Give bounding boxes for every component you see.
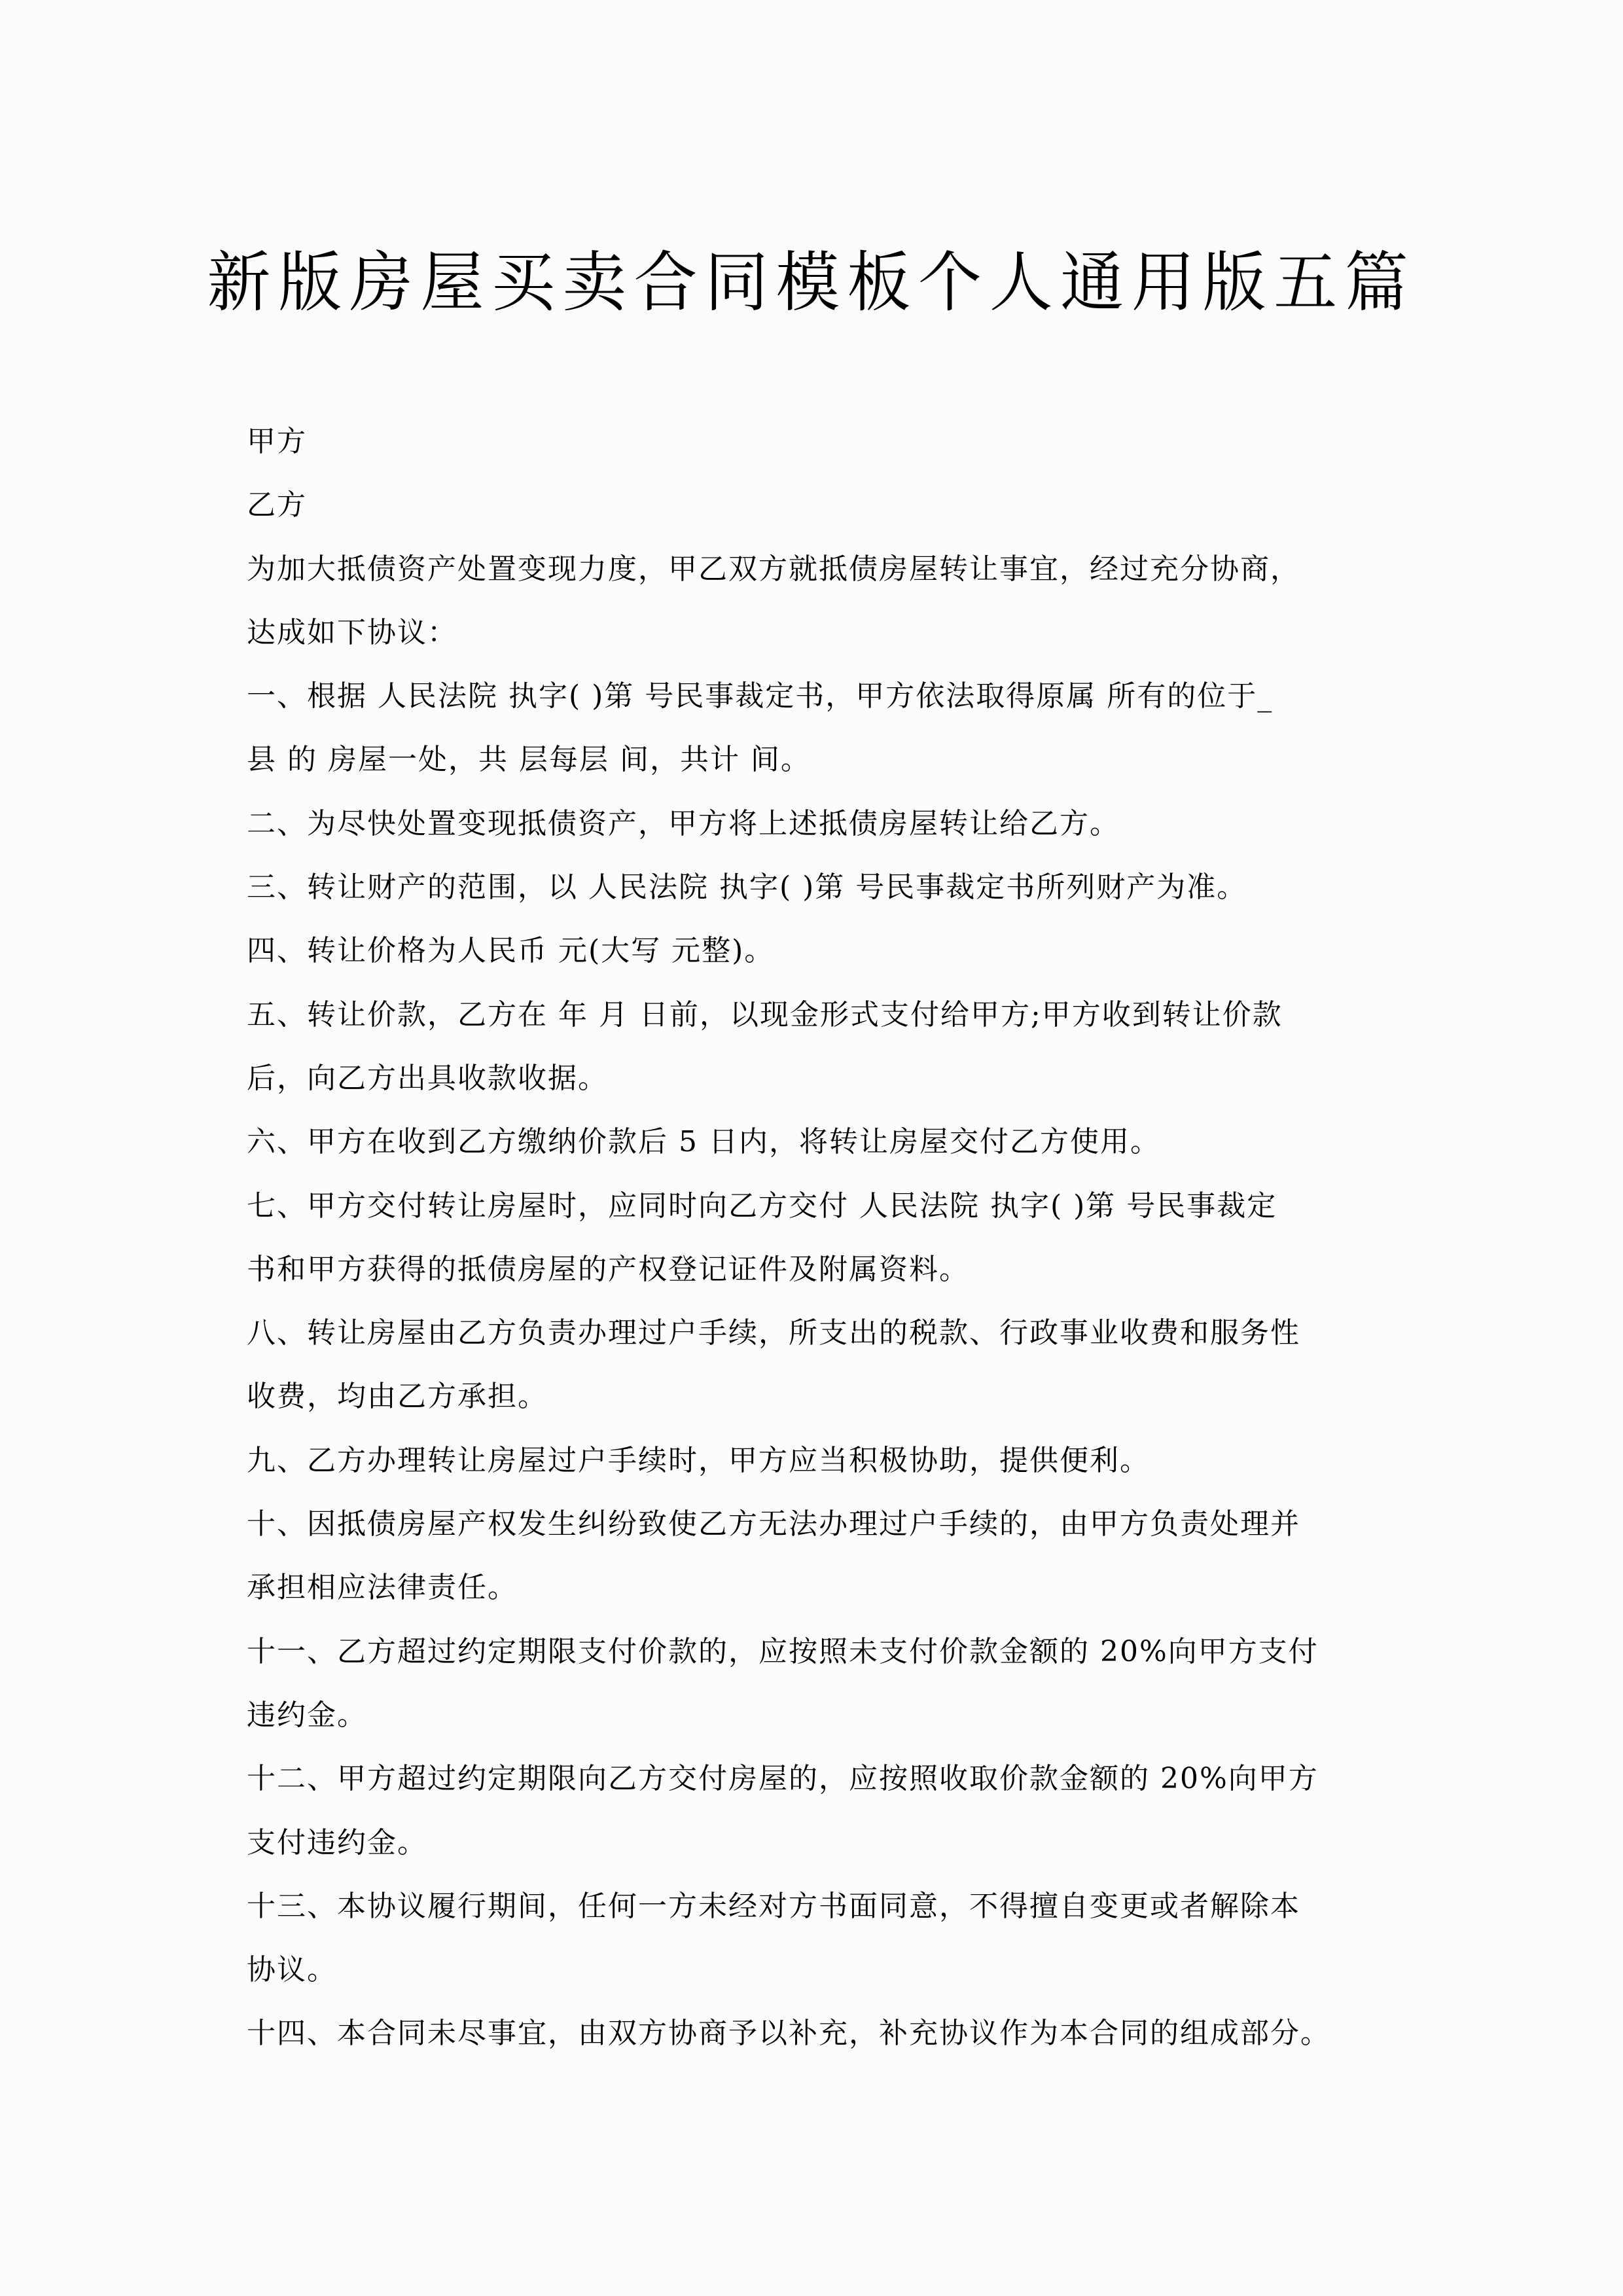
clause-10-line: 承担相应法律责任。 [247, 1571, 518, 1605]
clause-6-line: 六、甲方在收到乙方缴纳价款后 5 日内，将转让房屋交付乙方使用。 [247, 1125, 1160, 1159]
clause-5-line: 五、转让价款，乙方在 年 月 日前，以现金形式支付给甲方;甲方收到转让价款 [247, 997, 1283, 1031]
clause-12-line: 十二、甲方超过约定期限向乙方交付房屋的，应按照收取价款金额的 20%向甲方 [247, 1762, 1319, 1796]
clause-13-line: 协议。 [247, 1953, 337, 1987]
clause-11-line: 十一、乙方超过约定期限支付价款的，应按照未支付价款金额的 20%向甲方支付 [247, 1634, 1319, 1668]
clause-11-line: 违约金。 [247, 1698, 367, 1732]
party-b-line: 乙方 [247, 488, 307, 522]
clause-13-line: 十三、本协议履行期间，任何一方未经对方书面同意，不得擅自变更或者解除本 [247, 1889, 1300, 1923]
clause-1-line: 县 的 房屋一处，共 层每层 间，共计 间。 [247, 743, 811, 777]
clause-8-line: 八、转让房屋由乙方负责办理过户手续，所支出的税款、行政事业收费和服务性 [247, 1316, 1300, 1350]
clause-14-line: 十四、本合同未尽事宜，由双方协商予以补充，补充协议作为本合同的组成部分。 [247, 2017, 1330, 2051]
clause-10-line: 十、因抵债房屋产权发生纠纷致使乙方无法办理过户手续的，由甲方负责处理并 [247, 1507, 1300, 1541]
clause-5-line: 后，向乙方出具收款收据。 [247, 1061, 608, 1095]
document-title: 新版房屋买卖合同模板个人通用版五篇 [207, 244, 1416, 321]
clause-12-line: 支付违约金。 [247, 1825, 427, 1859]
preamble-line: 达成如下协议： [247, 615, 457, 649]
party-a-line: 甲方 [247, 425, 307, 458]
clause-9-line: 九、乙方办理转让房屋过户手续时，甲方应当积极协助，提供便利。 [247, 1443, 1150, 1477]
preamble-line: 为加大抵债资产处置变现力度，甲乙双方就抵债房屋转让事宜，经过充分协商， [247, 552, 1300, 586]
contract-body [247, 410, 1399, 2066]
clause-3-line: 三、转让财产的范围，以 人民法院 执字( )第 号民事裁定书所列财产为准。 [247, 870, 1247, 905]
clause-7-line: 七、甲方交付转让房屋时，应同时向乙方交付 人民法院 执字( )第 号民事裁定 [247, 1189, 1277, 1223]
clause-2-line: 二、为尽快处置变现抵债资产，甲方将上述抵债房屋转让给乙方。 [247, 806, 1120, 840]
clause-1-line: 一、根据 人民法院 执字( )第 号民事裁定书，甲方依法取得原属 所有的位于_ [247, 679, 1274, 713]
clause-8-line: 收费，均由乙方承担。 [247, 1380, 548, 1414]
clause-4-line: 四、转让价格为人民币 元(大写 元整)。 [247, 934, 775, 968]
clause-7-line: 书和甲方获得的抵债房屋的产权登记证件及附属资料。 [247, 1252, 969, 1286]
